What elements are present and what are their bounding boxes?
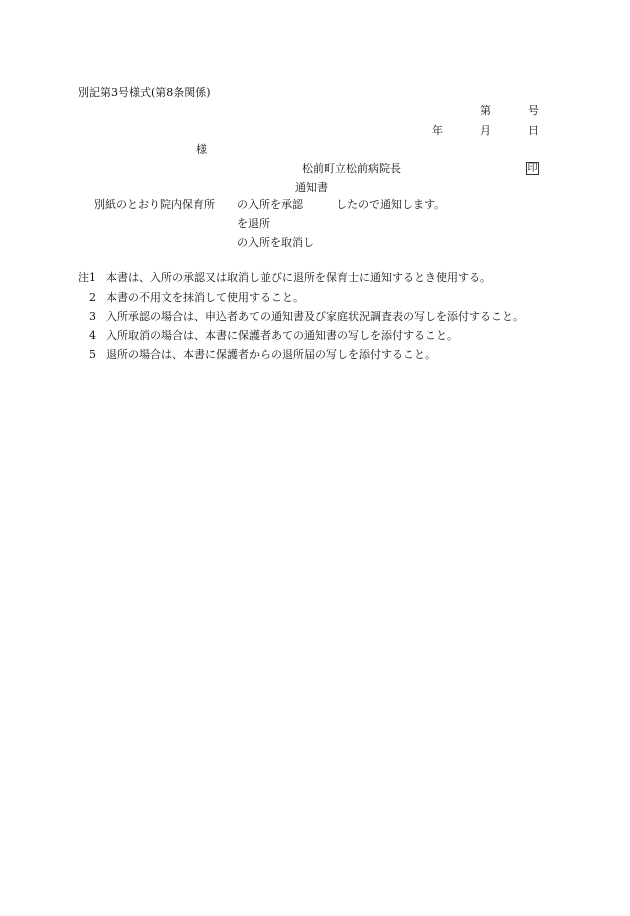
note-number-5: 5 (89, 348, 96, 361)
body-tail: したので通知します。 (336, 198, 446, 211)
addressee-suffix: 様 (196, 143, 207, 156)
issuer-name: 松前町立松前病院長 (302, 162, 401, 175)
date-day-label: 日 (528, 124, 539, 137)
note-text-4: 入所取消の場合は、本書に保護者あての通知書の写しを添付すること。 (106, 329, 458, 342)
date-month-label: 月 (480, 124, 491, 137)
date-year-label: 年 (432, 124, 443, 137)
body-option-approve: の入所を承認 (237, 198, 303, 211)
note-number-4: 4 (89, 329, 96, 342)
note-text-3: 入所承認の場合は、申込者あての通知書及び家庭状況調査表の写しを添付すること。 (106, 310, 524, 323)
note-number-3: 3 (89, 310, 96, 323)
note-number-1: 注1 (78, 271, 96, 284)
seal-mark: 印 (527, 163, 538, 174)
document-title: 通知書 (295, 181, 328, 194)
note-text-1: 本書は、入所の承認又は取消し並びに退所を保育士に通知するとき使用する。 (106, 271, 491, 284)
note-text-2: 本書の不用文を抹消して使用すること。 (106, 291, 304, 304)
note-number-2: 2 (89, 291, 96, 304)
number-go-label: 号 (528, 104, 539, 117)
form-label: 別記第3号様式(第8条関係) (78, 86, 211, 99)
note-text-5: 退所の場合は、本書に保護者からの退所届の写しを添付すること。 (106, 348, 436, 361)
body-option-exit: を退所 (237, 217, 270, 230)
number-dai-label: 第 (480, 104, 491, 117)
body-lead: 別紙のとおり院内保育所 (94, 198, 215, 211)
body-option-cancel: の入所を取消し (237, 236, 314, 249)
